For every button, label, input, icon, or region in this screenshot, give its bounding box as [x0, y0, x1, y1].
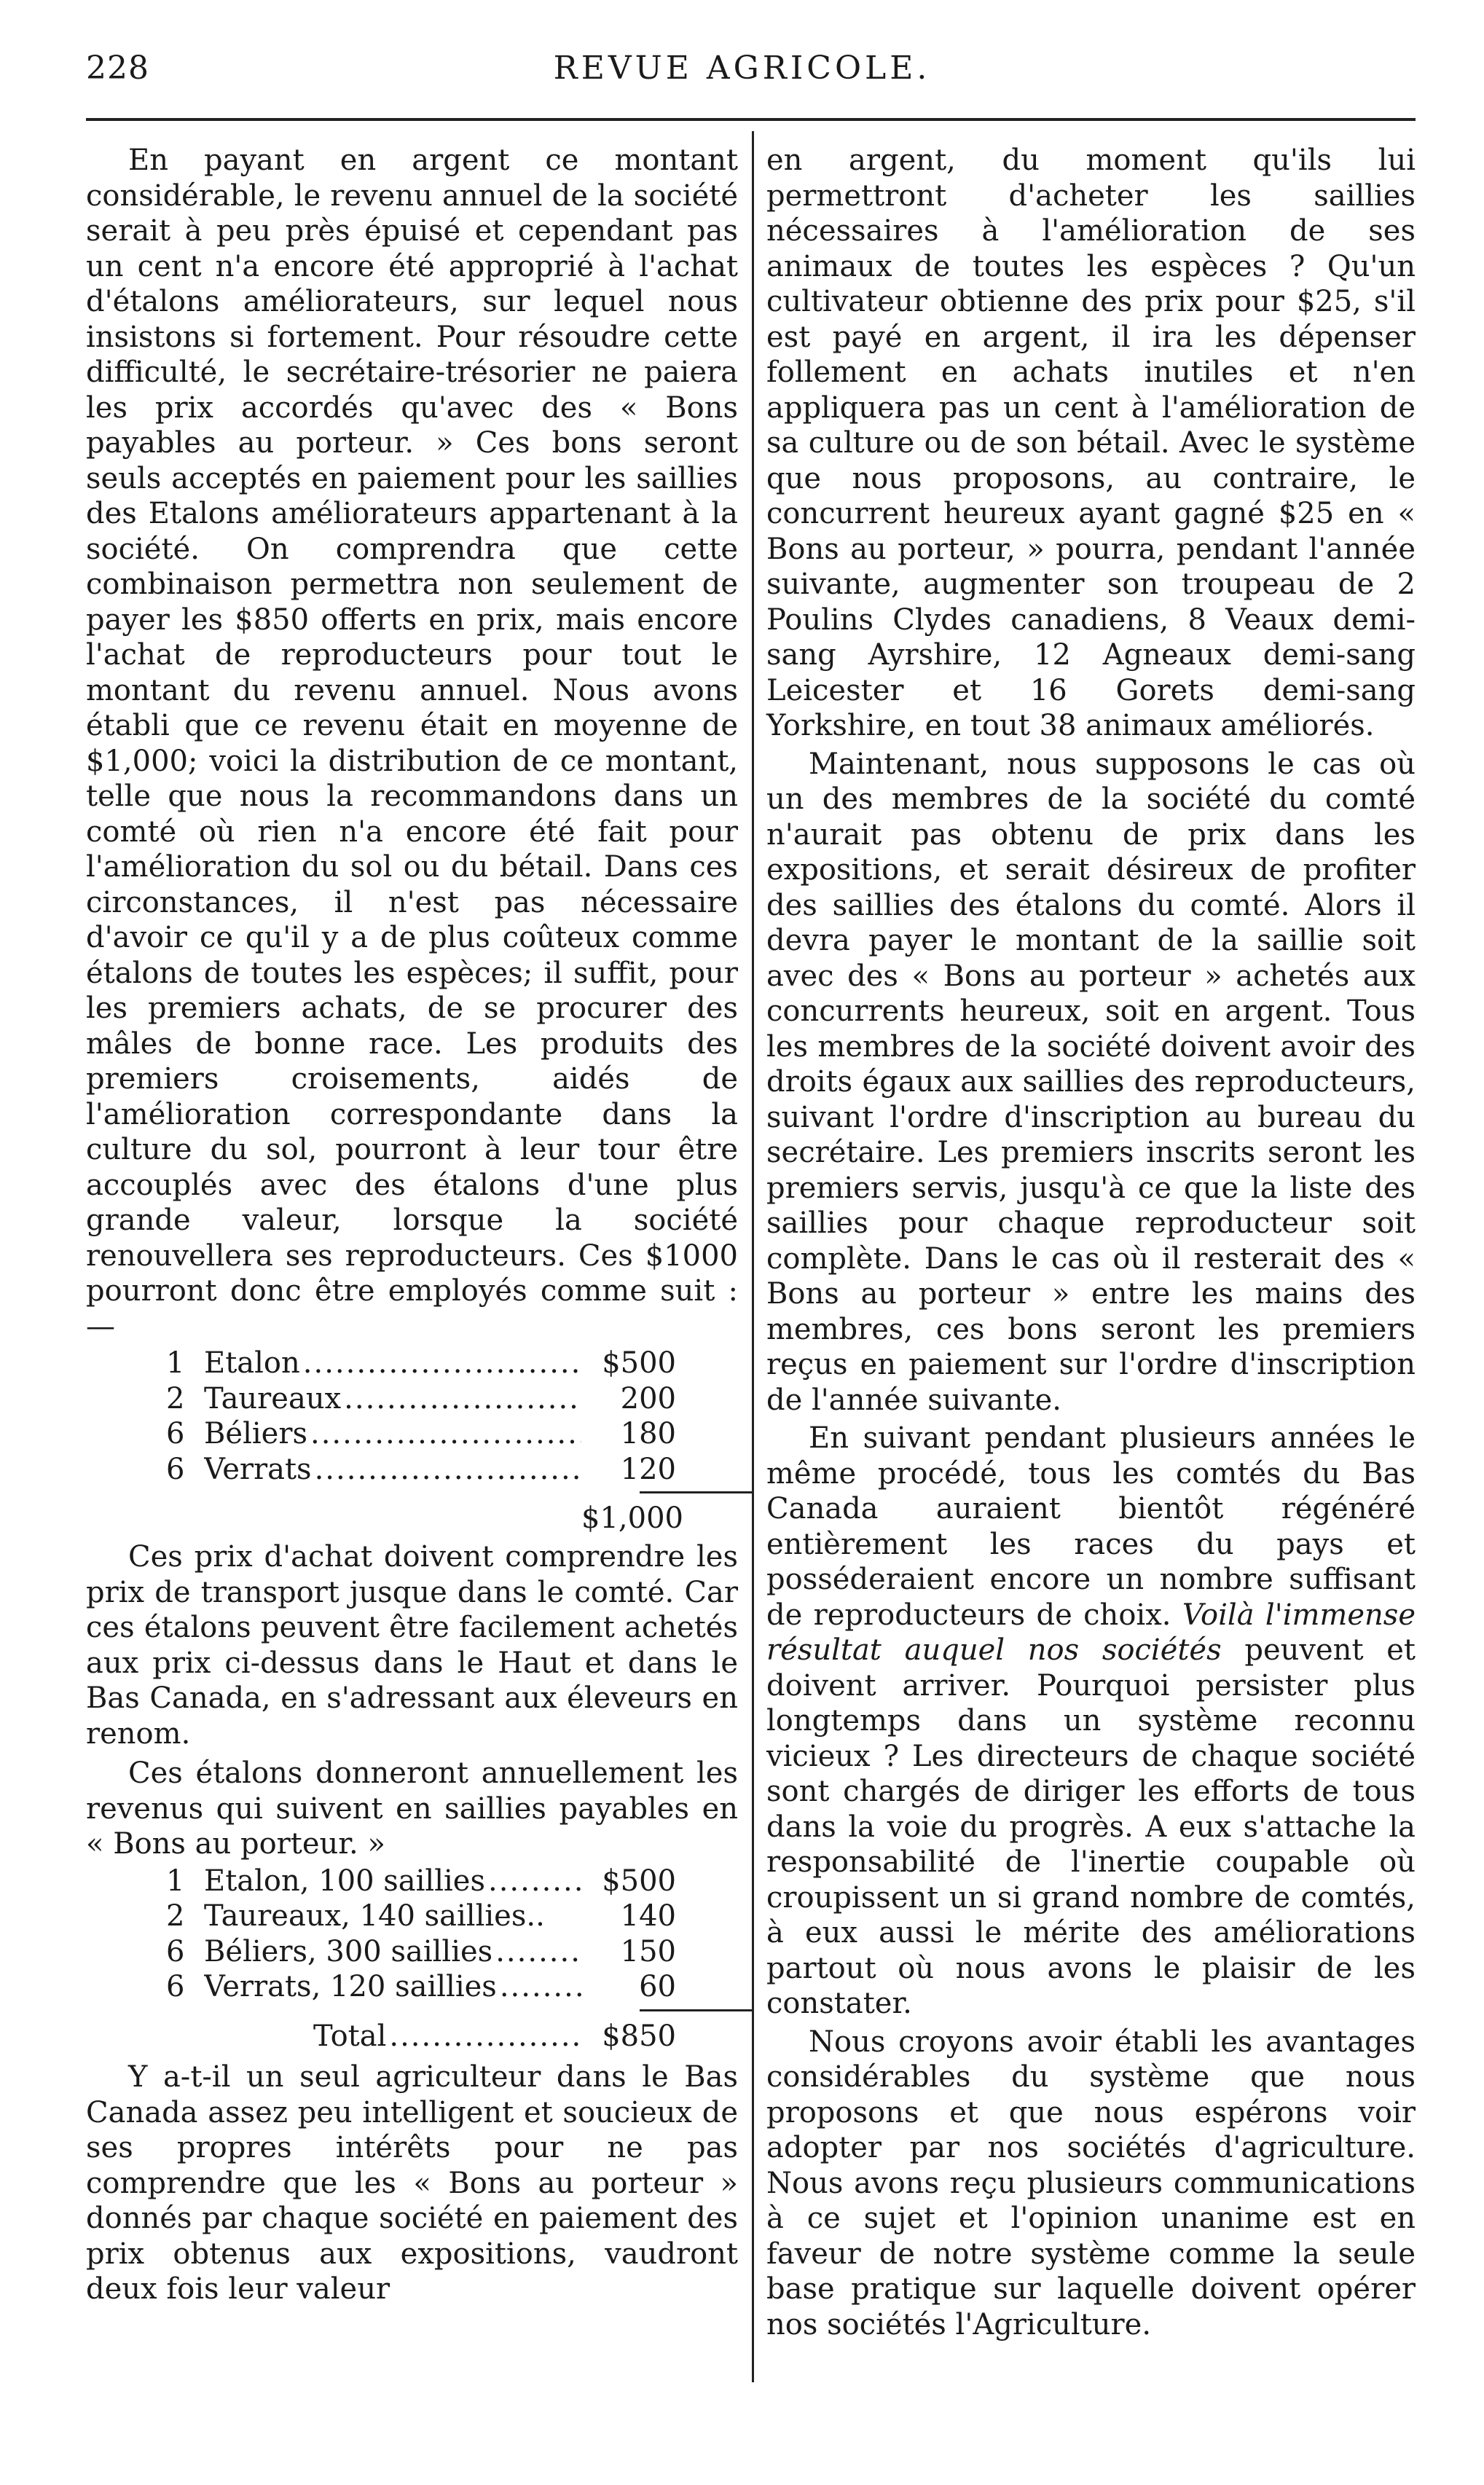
- left-paragraph-1: En payant en argent ce montant considérable, le revenu annuel de la société serait à peu près épuisé et cependant pas un cent n'a encore été approprié à l'achat d'étalons améliorateurs, sur lequel nous insistons si fortement. Pour résoudre cette difficulté, le secrétaire-trésorier ne paiera les prix accordés qu'avec des « Bons payables au porteur. » Ces bons seront seuls acceptés en paiement pour les saillies des Etalons améliorateurs appartenant à la société. On comprendra que cette combinaison permettra non seulement de payer les $850 offerts en prix, mais encore l'achat de reproducteurs pour tout le montant du revenu annuel. Nous avons établi que ce revenu était en moyenne de $1,000; voici la distribution de ce montant, telle que nous la recommandons dans un comté où rien n'a encore été fait pour l'amélioration du sol ou du bétail. Dans ces circonstances, il n'est pas nécessaire d'avoir ce qu'il y a de plus coûteux comme étalons de toutes les espèces; il suffit, pour les premiers achats, de se procurer des mâles de bonne race. Les produits des premiers croisements, aidés de l'amélioration correspondante dans la culture du sol, pourront à leur tour être accouplés avec des étalons d'une plus grande valeur, lorsque la société renouvellera ses reproducteurs. Ces $1000 pourront donc être employés comme suit :—: [86, 144, 738, 1343]
- table-row: [166, 1899, 676, 1934]
- right-paragraph-3: [766, 1421, 1416, 2022]
- left-paragraph-4: Y a-t-il un seul agriculteur dans le Bas Canada assez peu intelligent et soucieux de ses propres intérêts pour ne pas comprendre que les « Bons au porteur » donnés par chaque société en paiement des prix obtenus aux expositions, vaudront deux fois leur valeur: [86, 2060, 738, 2306]
- row-item: Etalon, 100 saillies .....: [204, 1864, 581, 1899]
- right-paragraph-3-end: peuvent et doivent arriver. Pourquoi persister plus longtemps dans un système reconnu vicieux ? Les directeurs de chaque société sont chargés de diriger les efforts de tous dans la voie du progrès. A eux s'attache la responsabilité de l'inertie coupable où croupissent un si grand nombre de comtés, à eux aussi le mérite des améliorations partout où nous avons le plaisir de les constater.: [766, 1633, 1416, 2020]
- row-amount: 200: [620, 1381, 676, 1416]
- table-row: [166, 1346, 676, 1381]
- row-qty: 1: [166, 1864, 185, 1898]
- row-qty: 6: [166, 1970, 185, 2003]
- header-rule: [86, 118, 1416, 121]
- table-row: [166, 1864, 676, 1899]
- page-header: [0, 44, 1484, 96]
- left-paragraph-2: Ces prix d'achat doivent comprendre les prix de transport jusque dans le comté. Car ces étalons peuvent être facilement achetés aux prix ci-dessus dans le Haut et dans le Bas Canada, en s'adressant aux éleveurs en renom.: [86, 1540, 738, 1751]
- row-amount: $500: [602, 1346, 676, 1380]
- table-row: [166, 1416, 676, 1452]
- left-paragraph-3: Ces étalons donneront annuellement les revenus qui suivent en saillies payables en « Bons au porteur. »: [86, 1756, 738, 1861]
- row-qty: 2: [166, 1381, 185, 1416]
- row-amount: $500: [602, 1864, 676, 1898]
- total-label: Total: [313, 2019, 387, 2053]
- right-paragraph-1: en argent, du moment qu'ils lui permettront d'acheter les saillies nécessaires à l'amélioration de ses animaux de toutes les espèces ? Qu'un cultivateur obtienne des prix pour $25, s'il est payé en argent, il ira les dépenser follement en achats inutiles et n'en appliquera pas un cent à l'amélioration de sa culture ou de son bétail. Avec le système que nous proposons, au contraire, le concurrent heureux ayant gagné $25 en « Bons au porteur, » pourra, pendant l'année suivante, augmenter son troupeau de 2 Poulins Clydes canadiens, 8 Veaux demi-sang Ayrshire, 12 Agneaux demi-sang Leicester et 16 Gorets demi-sang Yorkshire, en tout 38 animaux améliorés.: [766, 144, 1416, 742]
- table-total-row: [166, 1501, 683, 1536]
- sum-rule: [640, 1491, 753, 1493]
- table-row: [166, 1452, 676, 1488]
- right-paragraph-4: Nous croyons avoir établi les avantages considérables du système que nous proposons et que nous espérons voir adopter par nos sociétés d'agriculture. Nous avons reçu plusieurs communications à ce sujet et l'opinion unanime est en faveur de notre système comme la seule base pratique sur laquelle doivent opérer nos sociétés l'Agriculture.: [766, 2025, 1416, 2341]
- row-qty: 2: [166, 1899, 185, 1933]
- right-paragraph-3-italic: Voilà l'immense résultat auquel nos sociétés: [766, 1598, 1416, 1667]
- row-item: Verrats, 120 saillies .....: [204, 1969, 581, 2005]
- revenue-table: [166, 1864, 676, 2054]
- row-qty: 6: [166, 1934, 185, 1968]
- table-total-row: [166, 2019, 676, 2054]
- row-item: Etalon .....: [204, 1346, 581, 1381]
- row-item: Taureaux, 140 saillies..: [204, 1899, 545, 1933]
- table-row: [166, 1969, 676, 2005]
- row-item: Taureaux .....: [204, 1381, 581, 1417]
- table-row: [166, 1934, 676, 1970]
- row-qty: 1: [166, 1346, 185, 1380]
- row-amount: 60: [639, 1970, 676, 2003]
- row-item: Verrats .....: [204, 1452, 581, 1488]
- row-qty: 6: [166, 1452, 185, 1486]
- column-divider: [752, 131, 754, 2382]
- row-amount: 120: [620, 1452, 676, 1486]
- total-amount: $1,000: [581, 1501, 683, 1535]
- row-item: Béliers .....: [204, 1416, 581, 1452]
- left-column: [86, 143, 738, 2307]
- purchase-table: [166, 1346, 683, 1536]
- page-number: 228: [86, 50, 149, 87]
- right-column: [766, 143, 1416, 2342]
- row-amount: 140: [620, 1899, 676, 1933]
- sum-rule: [640, 2009, 753, 2011]
- total-amount: $850: [602, 2019, 676, 2053]
- row-amount: 150: [620, 1934, 676, 1968]
- right-paragraph-2: Maintenant, nous supposons le cas où un des membres de la société du comté n'aurait pas obtenu de prix dans les expositions, et serait désireux de profiter des saillies des étalons du comté. Alors il devra payer le montant de la saillie soit avec des « Bons au porteur » achetés aux concurrents heureux, soit en argent. Tous les membres de la société doivent avoir des droits égaux aux saillies des reproducteurs, suivant l'ordre d'inscription au bureau du secrétaire. Les premiers inscrits seront les premiers servis, jusqu'à ce que la liste des saillies pour chaque reproducteur soit complète. Dans le cas où il resterait des « Bons au porteur » entre les mains des membres, ces bons seront les premiers reçus en paiement sur l'ordre d'inscription de l'année suivante.: [766, 747, 1416, 1417]
- table-row: [166, 1381, 676, 1417]
- row-qty: 6: [166, 1417, 185, 1450]
- running-head: REVUE AGRICOLE.: [553, 50, 931, 87]
- row-item: Béliers, 300 saillies .....: [204, 1934, 581, 1970]
- row-amount: 180: [620, 1417, 676, 1450]
- right-paragraph-3-start: En suivant pendant plusieurs années le même procédé, tous les comtés du Bas Canada auraient bientôt régénéré entièrement les races du pays et posséderaient encore un nombre suffisant de reproducteurs de choix.: [766, 1421, 1416, 1632]
